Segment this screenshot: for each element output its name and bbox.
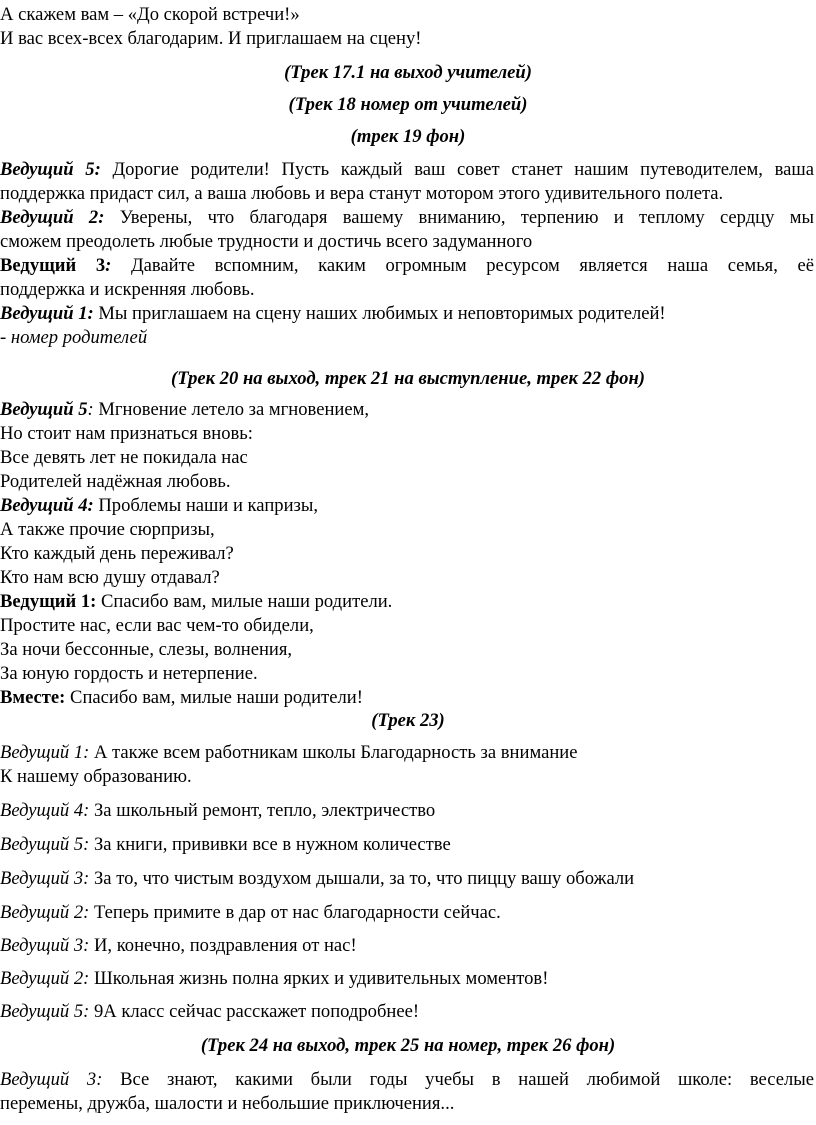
poem-line: Кто каждый день переживал? xyxy=(0,543,234,564)
speaker-name: Ведущий 3 xyxy=(0,255,106,276)
speaker-name: Ведущий 1: xyxy=(0,303,94,324)
speaker-line xyxy=(0,398,814,422)
poem-line: Но стоит нам признаться вновь: xyxy=(0,423,253,444)
speaker-name: Ведущий 2: xyxy=(0,968,90,989)
speech-text: Давайте вспомним, каким огромным ресурсом является наша семья, её xyxy=(111,255,814,276)
speaker-line xyxy=(0,833,814,857)
speaker-line xyxy=(0,741,814,765)
text-line: И вас всех-всех благодарим. И приглашаем на сцену! xyxy=(0,28,422,49)
speaker-colon: : xyxy=(105,255,112,276)
poem-line: За ночи бессонные, слезы, волнения, xyxy=(0,639,293,660)
speaker-line xyxy=(0,867,814,891)
speech-text: поддержка придаст сил, а ваша любовь и вера станут мотором этого удивительного полета. xyxy=(0,183,724,204)
poem-line: Кто нам всю душу отдавал? xyxy=(0,567,220,588)
speaker-name: Ведущий 3: xyxy=(0,935,90,956)
speech-text: сможем преодолеть любые трудности и достичь всего задуманного xyxy=(0,231,533,252)
speaker-line xyxy=(0,901,814,925)
speech-text: Все знают, какими были годы учебы в нашей любимой школе: веселые xyxy=(102,1069,815,1090)
speech-text: Теперь примите в дар от нас благодарности сейчас. xyxy=(89,902,501,923)
poem-line: А также прочие сюрпризы, xyxy=(0,519,215,540)
speech-text: За книги, прививки все в нужном количестве xyxy=(89,834,451,855)
speech-text: Мы приглашаем на сцену наших любимых и неповторимых родителей! xyxy=(93,303,666,324)
speaker-name: Ведущий 2: xyxy=(0,207,105,228)
speaker-name: Ведущий 5: xyxy=(0,159,101,180)
speaker-line xyxy=(0,494,814,518)
speech-text: Спасибо вам, милые наши родители. xyxy=(96,591,393,612)
speech-text: Проблемы наши и капризы, xyxy=(93,495,319,516)
speaker-colon: : xyxy=(87,399,94,420)
track-note: (Трек 24 на выход, трек 25 на номер, трек 26 фон) xyxy=(200,1035,616,1056)
speech-text: За школьный ремонт, тепло, электричество xyxy=(89,800,436,821)
track-note: (Трек 20 на выход, трек 21 на выступление, трек 22 фон) xyxy=(171,368,645,389)
speaker-name: Ведущий 3: xyxy=(0,868,90,889)
speech-text: поддержка и искренняя любовь. xyxy=(0,279,255,300)
speaker-name: Ведущий 4: xyxy=(0,800,90,821)
speaker-line xyxy=(0,302,814,326)
speaker-name: Ведущий 4: xyxy=(0,495,94,516)
speaker-name: Ведущий 1: xyxy=(0,742,90,763)
speaker-line xyxy=(0,1000,814,1024)
poem-line: К нашему образованию. xyxy=(0,766,192,787)
speaker-line xyxy=(0,158,814,182)
speaker-name: Ведущий 3: xyxy=(0,1069,103,1090)
speech-text: Мгновение летело за мгновением, xyxy=(93,399,370,420)
speaker-line xyxy=(0,590,814,614)
speaker-name: Ведущий 5: xyxy=(0,1001,90,1022)
speech-text: перемены, дружба, шалости и небольшие приключения... xyxy=(0,1093,455,1114)
poem-line: Простите нас, если вас чем-то обидели, xyxy=(0,615,314,636)
speech-text: А также всем работникам школы Благодарность за внимание xyxy=(89,742,578,763)
speaker-name: Ведущий 5: xyxy=(0,834,90,855)
speaker-name: Ведущий 1: xyxy=(0,591,97,612)
speech-text: 9А класс сейчас расскажет поподробнее! xyxy=(89,1001,420,1022)
track-note: (Трек 17.1 на выход учителей) xyxy=(284,62,532,83)
poem-line: Родителей надёжная любовь. xyxy=(0,471,231,492)
track-note: (Трек 18 номер от учителей) xyxy=(288,94,528,115)
speech-text: Уверены, что благодаря вашему вниманию, терпению и теплому сердцу мы xyxy=(104,207,814,228)
poem-line: За юную гордость и нетерпение. xyxy=(0,663,258,684)
speaker-name: Вместе: xyxy=(0,687,66,708)
speaker-line xyxy=(0,1068,814,1092)
dash: - xyxy=(0,327,11,348)
speech-text: За то, что чистым воздухом дышали, за то, что пиццу вашу обожали xyxy=(89,868,635,889)
track-note: (Трек 23) xyxy=(371,710,445,731)
speaker-name: Ведущий 2: xyxy=(0,902,90,923)
speaker-line xyxy=(0,254,814,278)
speaker-line xyxy=(0,206,814,230)
speaker-line xyxy=(0,967,814,991)
speaker-line xyxy=(0,686,814,710)
speech-text: Школьная жизнь полна ярких и удивительных моментов! xyxy=(89,968,549,989)
speaker-line xyxy=(0,799,814,823)
speech-text: Спасибо вам, милые наши родители! xyxy=(65,687,363,708)
speaker-name: Ведущий 5 xyxy=(0,399,88,420)
text-line xyxy=(0,326,814,350)
speaker-line xyxy=(0,934,814,958)
text-line: А скажем вам – «До скорой встречи!» xyxy=(0,4,300,25)
poem-line: Все девять лет не покидала нас xyxy=(0,447,248,468)
performance-note: номер родителей xyxy=(10,327,148,348)
speech-text: Дорогие родители! Пусть каждый ваш совет станет нашим путеводителем, ваша xyxy=(100,159,814,180)
speech-text: И, конечно, поздравления от нас! xyxy=(89,935,357,956)
track-note: (трек 19 фон) xyxy=(350,126,466,147)
